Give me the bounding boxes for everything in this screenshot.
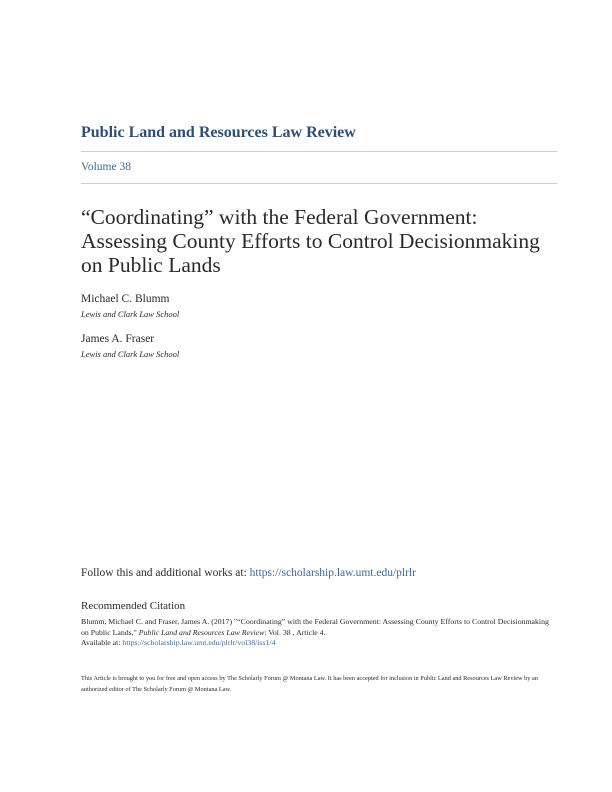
available-at-line — [81, 638, 275, 647]
article-title: “Coordinating” with the Federal Government: Assessing County Efforts to Control Decisionmaking on Public Lands — [81, 205, 540, 277]
available-label: Available at: — [81, 638, 123, 647]
follow-line — [81, 567, 416, 579]
author-affiliation: Lewis and Clark Law School — [81, 349, 180, 359]
open-access-notice: This Article is brought to you for free and open access by The Scholarly Forum @ Montana Law. It has been accepted for inclusion in Public Land and Resources Law Review by an authorized editor of The Scholarly Forum @ Montana Law. — [81, 675, 538, 693]
recommended-citation-heading: Recommended Citation — [81, 600, 186, 612]
author-affiliation: Lewis and Clark Law School — [81, 309, 180, 319]
volume-divider — [81, 183, 557, 184]
citation-body: Blumm, Michael C. and Fraser, James A. (2017) "“Coordinating” with the Federal Government: Assessing County Efforts to Control Decisionmaking on Public Lands," — [81, 617, 549, 637]
article-link[interactable]: https://scholarship.law.umt.edu/plrlr/vol38/iss1/4 — [122, 638, 276, 647]
top-divider — [81, 151, 557, 152]
follow-label: Follow this and additional works at: — [81, 567, 250, 579]
volume-link[interactable]: Volume 38 — [81, 161, 131, 173]
citation-text — [81, 616, 557, 638]
collection-link[interactable]: https://scholarship.law.umt.edu/plrlr — [249, 567, 416, 579]
journal-title: Public Land and Resources Law Review — [81, 124, 356, 141]
author-name[interactable]: Michael C. Blumm — [81, 293, 170, 305]
citation-journal: Public Land and Resources Law Review — [138, 628, 265, 637]
citation-volume: : Vol. 38 , Article 4. — [264, 628, 326, 637]
author-name[interactable]: James A. Fraser — [81, 333, 155, 345]
